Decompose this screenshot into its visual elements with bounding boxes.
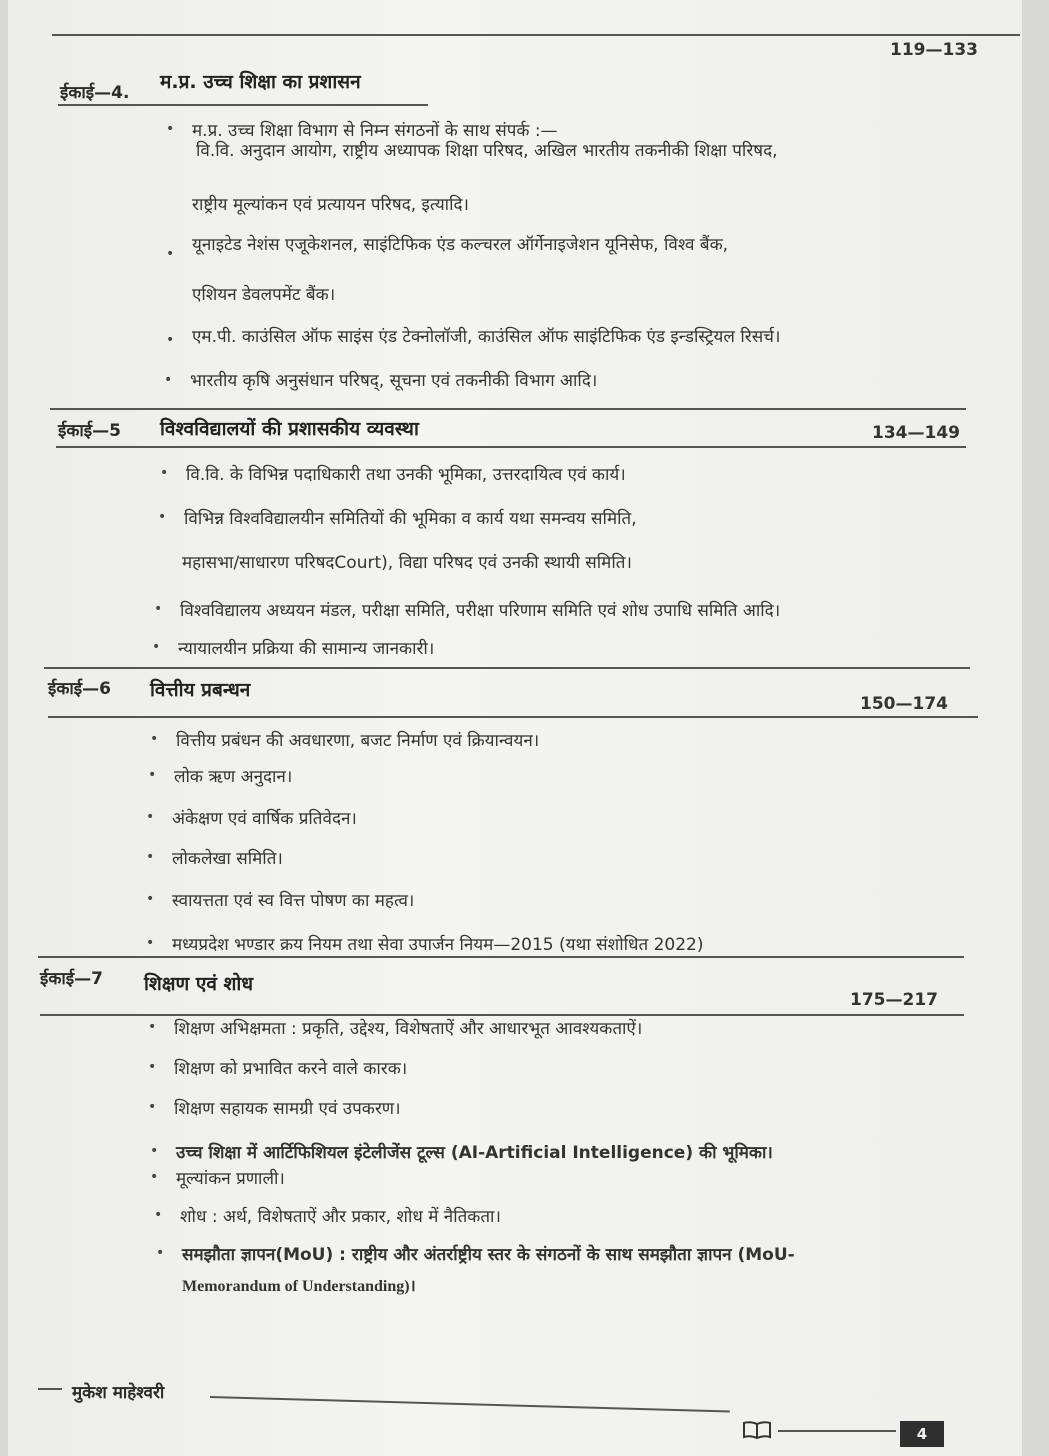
list-item: • भारतीय कृषि अनुसंधान परिषद्, सूचना एवं तकनीकी विभाग आदि। [164, 371, 598, 391]
page-number: 4 [900, 1421, 944, 1447]
list-item: • शिक्षण सहायक सामग्री एवं उपकरण। [148, 1099, 401, 1119]
list-item: • एम.पी. काउंसिल ऑफ साइंस एंड टेक्नोलॉजी, काउंसिल ऑफ साइंटिफिक एंड इन्डस्ट्रियल रिसर्च। [166, 327, 781, 348]
footer-rule [778, 1430, 896, 1432]
bullet-icon: • [150, 731, 159, 747]
bullet-icon: • [146, 809, 155, 825]
unit-title: शिक्षण एवं शोध [144, 973, 254, 995]
unit-title: विश्वविद्यालयों की प्रशासकीय व्यवस्था [160, 418, 419, 440]
unit-label: ईकाई—4. [60, 83, 130, 103]
topic-list [150, 728, 976, 751]
list-item: • न्यायालयीन प्रक्रिया की सामान्य जानकारी। [152, 639, 435, 659]
unit-label: ईकाई—6 [48, 679, 111, 699]
unit-title: म.प्र. उच्च शिक्षा का प्रशासन [160, 71, 361, 93]
topic-list [146, 806, 972, 829]
author-name: मुकेश माहेश्वरी [72, 1383, 165, 1403]
bullet-icon: • [146, 935, 155, 951]
bullet-icon: • [160, 465, 169, 481]
list-item: • विभिन्न विश्वविद्यालयीन समितियों की भूमिका व कार्य यथा समन्वय समिति, महासभा/साधारण परिषदCourt), विद्या परिषद एवं उनकी स्थायी समिति। [158, 509, 637, 573]
bullet-icon: • [148, 1059, 157, 1075]
bullet-icon: • [156, 1245, 165, 1261]
topic-list [148, 1096, 974, 1119]
topic-list [152, 636, 978, 659]
unit-label: ईकाई—5 [58, 421, 121, 441]
list-item: • स्वायत्तता एवं स्व वित्त पोषण का महत्व। [146, 891, 415, 911]
topic-list [150, 1166, 976, 1189]
topic-list [148, 1056, 974, 1079]
footer-rule [38, 1388, 62, 1390]
section-title-rule [48, 716, 978, 718]
list-item: • शोध : अर्थ, विशेषताऐं और प्रकार, शोध में नैतिकता। [154, 1207, 501, 1227]
topic-list [154, 1204, 980, 1227]
list-item: • अंकेक्षण एवं वार्षिक प्रतिवेदन। [146, 809, 357, 829]
section-title-rule [56, 446, 966, 448]
bullet-icon: • [146, 891, 155, 907]
topic-list [148, 1016, 974, 1039]
topic-list [146, 846, 972, 869]
bullet-icon: • [148, 1099, 157, 1115]
topic-list [150, 1140, 996, 1163]
unit-title: वित्तीय प्रबन्धन [150, 679, 251, 701]
book-icon [742, 1420, 772, 1444]
list-item: • उच्च शिक्षा में आर्टिफिशियल इंटेलीजेंस टूल्स (AI-Artificial Intelligence) की भूमिका। [150, 1143, 773, 1163]
bullet-icon: • [150, 1169, 159, 1185]
list-item: • शिक्षण अभिक्षमता : प्रकृति, उद्देश्य, विशेषताऐं और आधारभूत आवश्यकताऐं। [148, 1019, 643, 1039]
section-top-rule [38, 956, 964, 958]
page-range: 134—149 [872, 423, 960, 443]
page-range: 119—133 [890, 40, 978, 60]
topic-list [164, 368, 990, 391]
topic-list [146, 888, 972, 911]
topic-list [158, 506, 984, 573]
list-item: • वित्तीय प्रबंधन की अवधारणा, बजट निर्माण एवं क्रियान्वयन। [150, 731, 540, 751]
topic-list [148, 764, 974, 787]
unit-label: ईकाई—7 [40, 969, 103, 989]
section-top-rule [52, 34, 1020, 36]
topic-list [154, 598, 1000, 621]
list-item: • लोकलेखा समिति। [146, 849, 283, 869]
bullet-icon: • [150, 1143, 159, 1159]
bullet-icon: • [166, 246, 175, 262]
list-item: • म.प्र. उच्च शिक्षा विभाग से निम्न संगठनों के साथ संपर्क :— वि.वि. अनुदान आयोग, राष्ट्रीय अध्यापक शिक्षा परिषद, अखिल भारतीय तकनीकी शिक्षा परिषद, राष्ट्रीय मूल्यांकन एवं प्रत्यायन परिषद, इत्यादि। [166, 121, 778, 215]
bullet-icon: • [154, 601, 163, 617]
topic-list [146, 932, 992, 955]
page-range: 150—174 [860, 694, 948, 714]
bullet-icon: • [166, 332, 175, 348]
bullet-icon: • [146, 849, 155, 865]
list-item: • वि.वि. के विभिन्न पदाधिकारी तथा उनकी भूमिका, उत्तरदायित्व एवं कार्य। [160, 465, 626, 485]
list-item: • शिक्षण को प्रभावित करने वाले कारक। [148, 1059, 408, 1079]
bullet-icon: • [164, 372, 173, 388]
bullet-icon: • [148, 1019, 157, 1035]
bullet-icon: • [152, 639, 161, 655]
bullet-icon: • [158, 509, 167, 525]
section-title-rule [58, 104, 428, 106]
list-item: • लोक ऋण अनुदान। [148, 767, 293, 787]
list-item: • विश्वविद्यालय अध्ययन मंडल, परीक्षा समिति, परीक्षा परिणाम समिति एवं शोध उपाधि समिति आदि। [154, 601, 781, 621]
list-item: • मध्यप्रदेश भण्डार क्रय नियम तथा सेवा उपार्जन नियम—2015 (यथा संशोधित 2022) [146, 935, 704, 955]
section-top-rule [50, 408, 966, 410]
bullet-icon: • [148, 767, 157, 783]
bullet-icon: • [154, 1207, 163, 1223]
topic-list [156, 1242, 962, 1295]
topic-list [160, 462, 986, 485]
bullet-icon: • [166, 121, 175, 137]
topic-list [166, 324, 1012, 348]
list-item: • मूल्यांकन प्रणाली। [150, 1169, 285, 1189]
list-item: • समझौता ज्ञापन(MoU) : राष्ट्रीय और अंतर्राष्ट्रीय स्तर के संगठनों के साथ समझौता ज्ञापन (MoU- Memorandum of Understanding)। [156, 1245, 795, 1295]
section-top-rule [44, 667, 970, 669]
page-range: 175—217 [850, 990, 938, 1010]
